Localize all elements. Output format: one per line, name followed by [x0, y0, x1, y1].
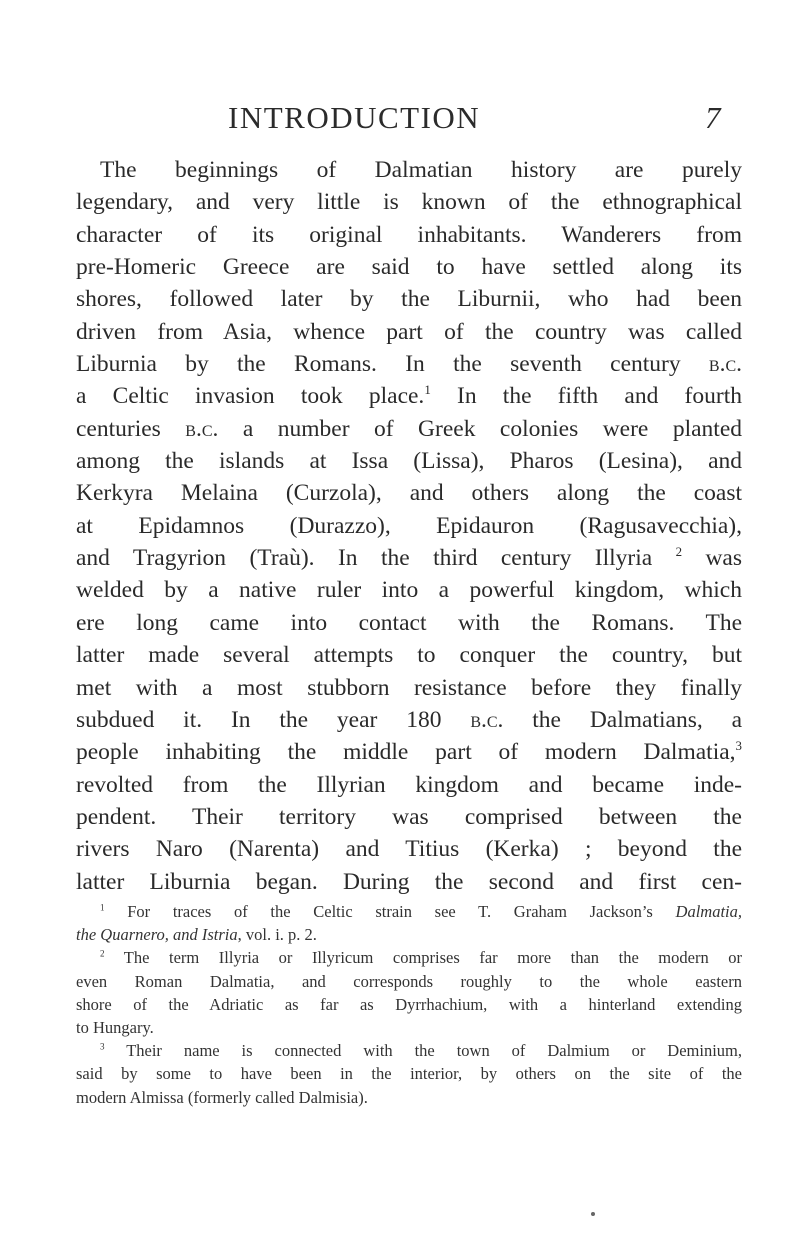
- text-line: subdued it. In the year 180 b.c. the Dalmatians, a: [76, 706, 743, 733]
- text-line: The beginnings of Dalmatian history are purely: [100, 157, 742, 183]
- footnote-ref-2[interactable]: 2: [675, 544, 683, 560]
- footnote-2-cont: even Roman Dalmatia, and corresponds roughly to the whole eastern: [76, 971, 742, 991]
- bc-abbrev: b.c.: [470, 706, 504, 733]
- page-number: 7: [705, 100, 721, 135]
- footnote-2: $^2$ The term Illyria or Illyricum comprises far more than the modern or: [100, 948, 743, 968]
- footnote-1-cont: the Quarnero, and Istria, vol. i. p. 2.: [76, 925, 317, 945]
- footnote-1: $^1$ For traces of the Celtic strain see T. Graham Jackson’s Dalmatia,: [100, 902, 742, 921]
- text-line: at Epidamnos (Durazzo), Epidauron (Ragusavecchia),: [76, 512, 742, 539]
- page-speck: [591, 1212, 595, 1216]
- text-line: latter Liburnia began. During the second and first cen-: [76, 868, 742, 895]
- text-line: rivers Naro (Narenta) and Titius (Kerka) ; beyond the: [76, 836, 742, 863]
- text-line: pre-Homeric Greece are said to have settled along its: [76, 254, 742, 281]
- footnote-ref-1[interactable]: 1: [424, 382, 431, 398]
- footnote-ref-3[interactable]: 3: [735, 738, 742, 754]
- text-line: legendary, and very little is known of the ethnographical: [76, 189, 742, 216]
- text-line: centuries b.c. a number of Greek colonies were planted: [76, 415, 742, 442]
- text-line: revolted from the Illyrian kingdom and became inde-: [76, 771, 742, 798]
- text-line: and Tragyrion (Traù). In the third century Illyria $^2$ was: [76, 544, 743, 572]
- text-line: Liburnia by the Romans. In the seventh century b.c.: [76, 351, 742, 378]
- text-line: among the islands at Issa (Lissa), Pharos (Lesina), and: [76, 448, 742, 475]
- main-text: [76, 154, 742, 898]
- bc-abbrev: b.c.: [185, 415, 219, 442]
- text-line: driven from Asia, whence part of the country was called: [76, 318, 742, 345]
- text-line: ere long came into contact with the Romans. The: [76, 609, 742, 636]
- footnote-3-cont: modern Almissa (formerly called Dalmisia).: [76, 1087, 368, 1107]
- text-line: people inhabiting the middle part of modern Dalmatia,$^3$: [76, 738, 742, 766]
- text-line: shores, followed later by the Liburnii, who had been: [76, 286, 742, 313]
- footnote-3: $^3$ Their name is connected with the town of Dalmium or Deminium,: [100, 1041, 743, 1061]
- text-line: met with a most stubborn resistance before they finally: [76, 674, 742, 701]
- footnote-2-cont: to Hungary.: [76, 1017, 154, 1037]
- text-line: latter made several attempts to conquer the country, but: [76, 642, 742, 669]
- footnote-2-cont: shore of the Adriatic as far as Dyrrhachium, with a hinterland extending: [76, 994, 742, 1014]
- text-line: welded by a native ruler into a powerful kingdom, which: [76, 577, 742, 604]
- bc-abbrev: b.c.: [708, 351, 742, 378]
- text-line: pendent. Their territory was comprised between the: [76, 803, 742, 830]
- text-line: Kerkyra Melaina (Curzola), and others along the coast: [76, 480, 742, 507]
- footnote-3-cont: said by some to have been in the interior, by others on the site of the: [76, 1064, 742, 1084]
- footnotes: [76, 900, 742, 1109]
- text-line: a Celtic invasion took place.$^1$ In the fifth and fourth: [76, 382, 742, 410]
- running-head: INTRODUCTION: [228, 100, 481, 135]
- text-line: character of its original inhabitants. Wanderers from: [76, 221, 742, 248]
